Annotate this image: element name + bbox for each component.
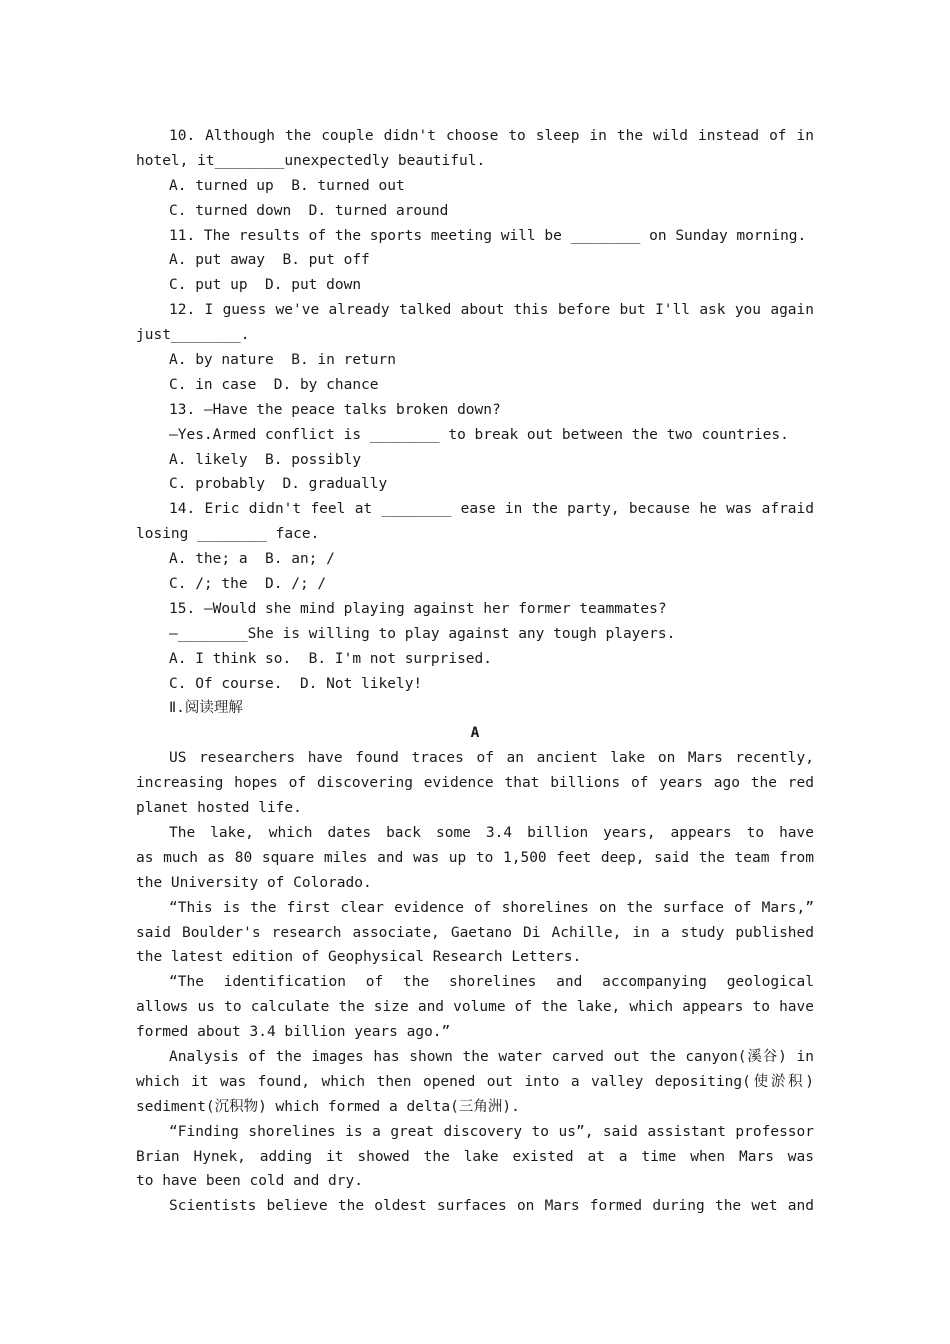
question-10-options-cd: C. turned down D. turned around <box>169 202 449 219</box>
passage-p5-line2: which it was found, which then opened out into a valley depositing(使淤积) <box>136 1073 814 1090</box>
passage-p4-line1: “The identification of the shorelines and accompanying geological <box>169 974 814 991</box>
question-14-stem: 14. Eric didn't feel at ________ ease in the party, because he was afraid <box>169 501 814 518</box>
passage-p1-line2: increasing hopes of discovering evidence that billions of years ago the red <box>136 775 814 792</box>
passage-p3-line3: the latest edition of Geophysical Research Letters. <box>136 949 582 966</box>
question-15-options-cd: C. Of course. D. Not likely! <box>169 675 423 692</box>
question-11-stem: 11. The results of the sports meeting will be ________ on Sunday morning. <box>169 227 807 244</box>
question-13-options-ab: A. likely B. possibly <box>169 451 362 468</box>
passage-p6-line3: to have been cold and dry. <box>136 1173 363 1190</box>
passage-p3-line2: said Boulder's research associate, Gaetano Di Achille, in a study published <box>136 924 814 941</box>
passage-p2-line2: as much as 80 square miles and was up to 1,500 feet deep, said the team from <box>136 849 814 866</box>
passage-p5-line1: Analysis of the images has shown the water carved out the canyon(溪谷) in <box>169 1048 814 1065</box>
question-10-options-ab: A. turned up B. turned out <box>169 177 405 194</box>
document-page <box>136 124 814 1219</box>
question-12-options-cd: C. in case D. by chance <box>169 376 379 393</box>
question-14-stem-cont: losing ________ face. <box>136 526 320 543</box>
question-15-stem-cont: —________She is willing to play against any tough players. <box>169 625 676 642</box>
question-15-stem: 15. —Would she mind playing against her former teammates? <box>169 600 667 617</box>
question-11-options-cd: C. put up D. put down <box>169 277 362 294</box>
passage-p6-line1: “Finding shorelines is a great discovery to us”, said assistant professor <box>169 1123 814 1140</box>
passage-p3-line1: “This is the first clear evidence of shorelines on the surface of Mars,” <box>169 899 814 916</box>
passage-label: A <box>470 725 480 742</box>
passage-p6-line2: Brian Hynek, adding it showed the lake existed at a time when Mars was <box>136 1148 814 1165</box>
passage-p2-line1: The lake, which dates back some 3.4 billion years, appears to have <box>169 824 814 841</box>
passage-p2-line3: the University of Colorado. <box>136 874 372 891</box>
question-13-options-cd: C. probably D. gradually <box>169 476 388 493</box>
question-12-options-ab: A. by nature B. in return <box>169 352 396 369</box>
passage-p4-line2: allows us to calculate the size and volume of the lake, which appears to have <box>136 999 814 1016</box>
section-heading: Ⅱ.阅读理解 <box>169 700 243 717</box>
passage-p4-line3: formed about 3.4 billion years ago.” <box>136 1024 451 1041</box>
passage-p1-line3: planet hosted life. <box>136 800 302 817</box>
passage-p7-line1: Scientists believe the oldest surfaces on Mars formed during the wet and <box>169 1198 814 1215</box>
passage-p5-line3: sediment(沉积物) which formed a delta(三角洲). <box>136 1098 520 1115</box>
question-12-stem: 12. I guess we've already talked about this before but I'll ask you again <box>169 302 814 319</box>
question-13-stem-cont: —Yes.Armed conflict is ________ to break out between the two countries. <box>169 426 789 443</box>
question-13-stem: 13. —Have the peace talks broken down? <box>169 401 501 418</box>
question-12-stem-cont: just________. <box>136 327 250 344</box>
question-14-options-ab: A. the; a B. an; / <box>169 551 335 568</box>
passage-p1-line1: US researchers have found traces of an ancient lake on Mars recently, <box>169 750 814 767</box>
question-14-options-cd: C. /; the D. /; / <box>169 576 327 593</box>
question-10-stem-cont: hotel, it________unexpectedly beautiful. <box>136 152 486 169</box>
question-10-stem: 10. Although the couple didn't choose to sleep in the wild instead of in <box>169 128 814 144</box>
question-11-options-ab: A. put away B. put off <box>169 252 370 269</box>
question-15-options-ab: A. I think so. B. I'm not surprised. <box>169 650 493 667</box>
